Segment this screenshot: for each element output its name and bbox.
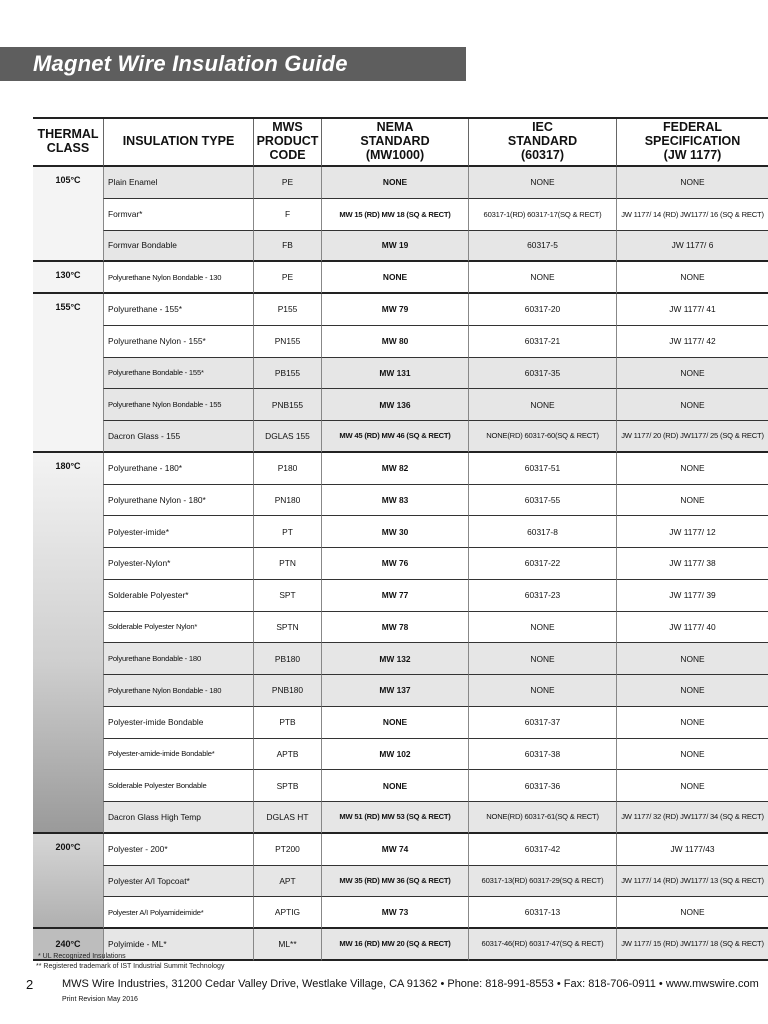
insulation-type-cell: Polyurethane Nylon Bondable - 155 <box>103 389 253 421</box>
iec-standard-cell: 60317-35 <box>468 358 616 390</box>
federal-spec-cell: JW 1177/ 41 <box>616 294 768 326</box>
federal-spec-cell: NONE <box>616 643 768 675</box>
iec-standard-cell: 60317-1(RD) 60317-17(SQ & RECT) <box>468 199 616 231</box>
iec-standard-cell: NONE(RD) 60317-61(SQ & RECT) <box>468 802 616 834</box>
product-code-cell: PTB <box>253 707 321 739</box>
thermal-class-cell <box>33 294 103 453</box>
insulation-type-cell: Polyurethane Bondable - 155* <box>103 358 253 390</box>
thermal-class-cell <box>33 834 103 929</box>
thermal-class-cell <box>33 453 103 834</box>
header-federal-spec: FEDERAL SPECIFICATION (JW 1177) <box>616 119 768 167</box>
insulation-type-cell: Polyester A/I Polyamideimide* <box>103 897 253 929</box>
federal-spec-cell: JW 1177/ 20 (RD) JW1177/ 25 (SQ & RECT) <box>616 421 768 453</box>
nema-standard-cell: MW 77 <box>321 580 468 612</box>
federal-spec-cell: JW 1177/ 40 <box>616 612 768 644</box>
federal-spec-cell: JW 1177/43 <box>616 834 768 866</box>
insulation-type-cell: Polyimide - ML* <box>103 929 253 961</box>
insulation-type-cell: Polyurethane Nylon - 180* <box>103 485 253 517</box>
product-code-cell: APTB <box>253 739 321 771</box>
federal-spec-cell: NONE <box>616 453 768 485</box>
iec-standard-cell: 60317-38 <box>468 739 616 771</box>
product-code-cell: F <box>253 199 321 231</box>
federal-spec-cell: NONE <box>616 897 768 929</box>
thermal-class-cell <box>33 262 103 294</box>
nema-standard-cell: MW 132 <box>321 643 468 675</box>
nema-standard-cell: MW 83 <box>321 485 468 517</box>
company-address: MWS Wire Industries, 31200 Cedar Valley Drive, Westlake Village, CA 91362 • Phone: 818-991-8553 • Fax: 818-706-0911 • www.mwswire.com <box>62 978 759 990</box>
nema-standard-cell: MW 80 <box>321 326 468 358</box>
insulation-type-cell: Polyurethane Nylon Bondable - 180 <box>103 675 253 707</box>
product-code-cell: FB <box>253 231 321 263</box>
insulation-type-cell: Polyurethane Bondable - 180 <box>103 643 253 675</box>
iec-standard-cell: 60317-20 <box>468 294 616 326</box>
insulation-type-cell: Polyurethane - 180* <box>103 453 253 485</box>
thermal-class-label: 155°C <box>55 302 81 312</box>
header-insulation-type: INSULATION TYPE <box>103 119 253 167</box>
header-thermal-class: THERMAL CLASS <box>33 119 103 167</box>
federal-spec-cell: NONE <box>616 389 768 421</box>
iec-standard-cell: NONE <box>468 262 616 294</box>
insulation-type-cell: Polyurethane - 155* <box>103 294 253 326</box>
product-code-cell: DGLAS HT <box>253 802 321 834</box>
iec-standard-cell: 60317-22 <box>468 548 616 580</box>
federal-spec-cell: JW 1177/ 42 <box>616 326 768 358</box>
thermal-class-label: 180°C <box>55 460 81 471</box>
iec-standard-cell: 60317-37 <box>468 707 616 739</box>
product-code-cell: PNB180 <box>253 675 321 707</box>
iec-standard-cell: 60317-23 <box>468 580 616 612</box>
nema-standard-cell: MW 102 <box>321 739 468 771</box>
nema-standard-cell: MW 73 <box>321 897 468 929</box>
insulation-type-cell: Polyurethane Nylon - 155* <box>103 326 253 358</box>
federal-spec-cell: JW 1177/ 14 (RD) JW1177/ 16 (SQ & RECT) <box>616 199 768 231</box>
product-code-cell: PT <box>253 516 321 548</box>
iec-standard-cell: 60317-21 <box>468 326 616 358</box>
product-code-cell: SPT <box>253 580 321 612</box>
product-code-cell: APT <box>253 866 321 898</box>
product-code-cell: PN155 <box>253 326 321 358</box>
federal-spec-cell: JW 1177/ 32 (RD) JW1177/ 34 (SQ & RECT) <box>616 802 768 834</box>
nema-standard-cell: MW 79 <box>321 294 468 326</box>
nema-standard-cell: MW 35 (RD) MW 36 (SQ & RECT) <box>321 866 468 898</box>
federal-spec-cell: JW 1177/ 12 <box>616 516 768 548</box>
nema-standard-cell: NONE <box>321 167 468 199</box>
nema-standard-cell: NONE <box>321 707 468 739</box>
thermal-class-label: 130°C <box>55 270 81 281</box>
iec-standard-cell: NONE <box>468 675 616 707</box>
iec-standard-cell: 60317-13 <box>468 897 616 929</box>
product-code-cell: PTN <box>253 548 321 580</box>
insulation-type-cell: Formvar Bondable <box>103 231 253 263</box>
title-banner <box>0 47 466 81</box>
print-revision: Print Revision May 2016 <box>62 996 138 1003</box>
product-code-cell: DGLAS 155 <box>253 421 321 453</box>
product-code-cell: PB155 <box>253 358 321 390</box>
iec-standard-cell: 60317-42 <box>468 834 616 866</box>
federal-spec-cell: NONE <box>616 262 768 294</box>
nema-standard-cell: MW 16 (RD) MW 20 (SQ & RECT) <box>321 929 468 961</box>
insulation-type-cell: Polyester-imide* <box>103 516 253 548</box>
thermal-class-label: 200°C <box>55 841 81 852</box>
header-iec-standard: IEC STANDARD (60317) <box>468 119 616 167</box>
insulation-type-cell: Polyester A/I Topcoat* <box>103 866 253 898</box>
footnote-ul: * UL Recognized Insulations <box>38 953 126 960</box>
insulation-type-cell: Polyester - 200* <box>103 834 253 866</box>
federal-spec-cell: JW 1177/ 38 <box>616 548 768 580</box>
nema-standard-cell: MW 19 <box>321 231 468 263</box>
nema-standard-cell: MW 131 <box>321 358 468 390</box>
product-code-cell: P180 <box>253 453 321 485</box>
product-code-cell: ML** <box>253 929 321 961</box>
iec-standard-cell: 60317-5 <box>468 231 616 263</box>
federal-spec-cell: JW 1177/ 39 <box>616 580 768 612</box>
insulation-type-cell: Plain Enamel <box>103 167 253 199</box>
insulation-type-cell: Dacron Glass - 155 <box>103 421 253 453</box>
insulation-type-cell: Solderable Polyester Bondable <box>103 770 253 802</box>
insulation-type-cell: Polyester-Nylon* <box>103 548 253 580</box>
thermal-class-label: 240°C <box>55 938 81 949</box>
product-code-cell: P155 <box>253 294 321 326</box>
insulation-type-cell: Solderable Polyester Nylon* <box>103 612 253 644</box>
federal-spec-cell: NONE <box>616 675 768 707</box>
product-code-cell: APTIG <box>253 897 321 929</box>
nema-standard-cell: MW 15 (RD) MW 18 (SQ & RECT) <box>321 199 468 231</box>
insulation-type-cell: Polyester-imide Bondable <box>103 707 253 739</box>
federal-spec-cell: NONE <box>616 707 768 739</box>
insulation-type-cell: Formvar* <box>103 199 253 231</box>
product-code-cell: PE <box>253 167 321 199</box>
iec-standard-cell: 60317-51 <box>468 453 616 485</box>
federal-spec-cell: NONE <box>616 739 768 771</box>
nema-standard-cell: MW 74 <box>321 834 468 866</box>
product-code-cell: PE <box>253 262 321 294</box>
product-code-cell: PB180 <box>253 643 321 675</box>
federal-spec-cell: JW 1177/ 15 (RD) JW1177/ 18 (SQ & RECT) <box>616 929 768 961</box>
nema-standard-cell: MW 51 (RD) MW 53 (SQ & RECT) <box>321 802 468 834</box>
iec-standard-cell: NONE <box>468 389 616 421</box>
nema-standard-cell: MW 82 <box>321 453 468 485</box>
thermal-class-cell <box>33 167 103 262</box>
insulation-table <box>33 117 768 961</box>
thermal-class-label: 105°C <box>55 175 81 185</box>
product-code-cell: PNB155 <box>253 389 321 421</box>
iec-standard-cell: NONE(RD) 60317-60(SQ & RECT) <box>468 421 616 453</box>
nema-standard-cell: NONE <box>321 262 468 294</box>
iec-standard-cell: 60317-8 <box>468 516 616 548</box>
iec-standard-cell: 60317-46(RD) 60317-47(SQ & RECT) <box>468 929 616 961</box>
nema-standard-cell: MW 78 <box>321 612 468 644</box>
insulation-type-cell: Dacron Glass High Temp <box>103 802 253 834</box>
page-number: 2 <box>26 977 34 992</box>
page-title: Magnet Wire Insulation Guide <box>33 51 348 76</box>
nema-standard-cell: MW 137 <box>321 675 468 707</box>
product-code-cell: PN180 <box>253 485 321 517</box>
nema-standard-cell: MW 76 <box>321 548 468 580</box>
product-code-cell: SPTB <box>253 770 321 802</box>
iec-standard-cell: 60317-36 <box>468 770 616 802</box>
federal-spec-cell: NONE <box>616 770 768 802</box>
iec-standard-cell: 60317-55 <box>468 485 616 517</box>
header-nema-standard: NEMA STANDARD (MW1000) <box>321 119 468 167</box>
nema-standard-cell: MW 45 (RD) MW 46 (SQ & RECT) <box>321 421 468 453</box>
nema-standard-cell: NONE <box>321 770 468 802</box>
federal-spec-cell: NONE <box>616 167 768 199</box>
nema-standard-cell: MW 136 <box>321 389 468 421</box>
header-product-code: MWS PRODUCT CODE <box>253 119 321 167</box>
footnote-trademark: ** Registered trademark of IST Industrial Summit Technology <box>36 963 225 970</box>
nema-standard-cell: MW 30 <box>321 516 468 548</box>
product-code-cell: SPTN <box>253 612 321 644</box>
insulation-type-cell: Polyester-amide-imide Bondable* <box>103 739 253 771</box>
product-code-cell: PT200 <box>253 834 321 866</box>
federal-spec-cell: NONE <box>616 485 768 517</box>
iec-standard-cell: NONE <box>468 612 616 644</box>
federal-spec-cell: NONE <box>616 358 768 390</box>
insulation-type-cell: Solderable Polyester* <box>103 580 253 612</box>
insulation-type-cell: Polyurethane Nylon Bondable - 130 <box>103 262 253 294</box>
iec-standard-cell: NONE <box>468 167 616 199</box>
federal-spec-cell: JW 1177/ 14 (RD) JW1177/ 13 (SQ & RECT) <box>616 866 768 898</box>
iec-standard-cell: 60317-13(RD) 60317-29(SQ & RECT) <box>468 866 616 898</box>
iec-standard-cell: NONE <box>468 643 616 675</box>
federal-spec-cell: JW 1177/ 6 <box>616 231 768 263</box>
